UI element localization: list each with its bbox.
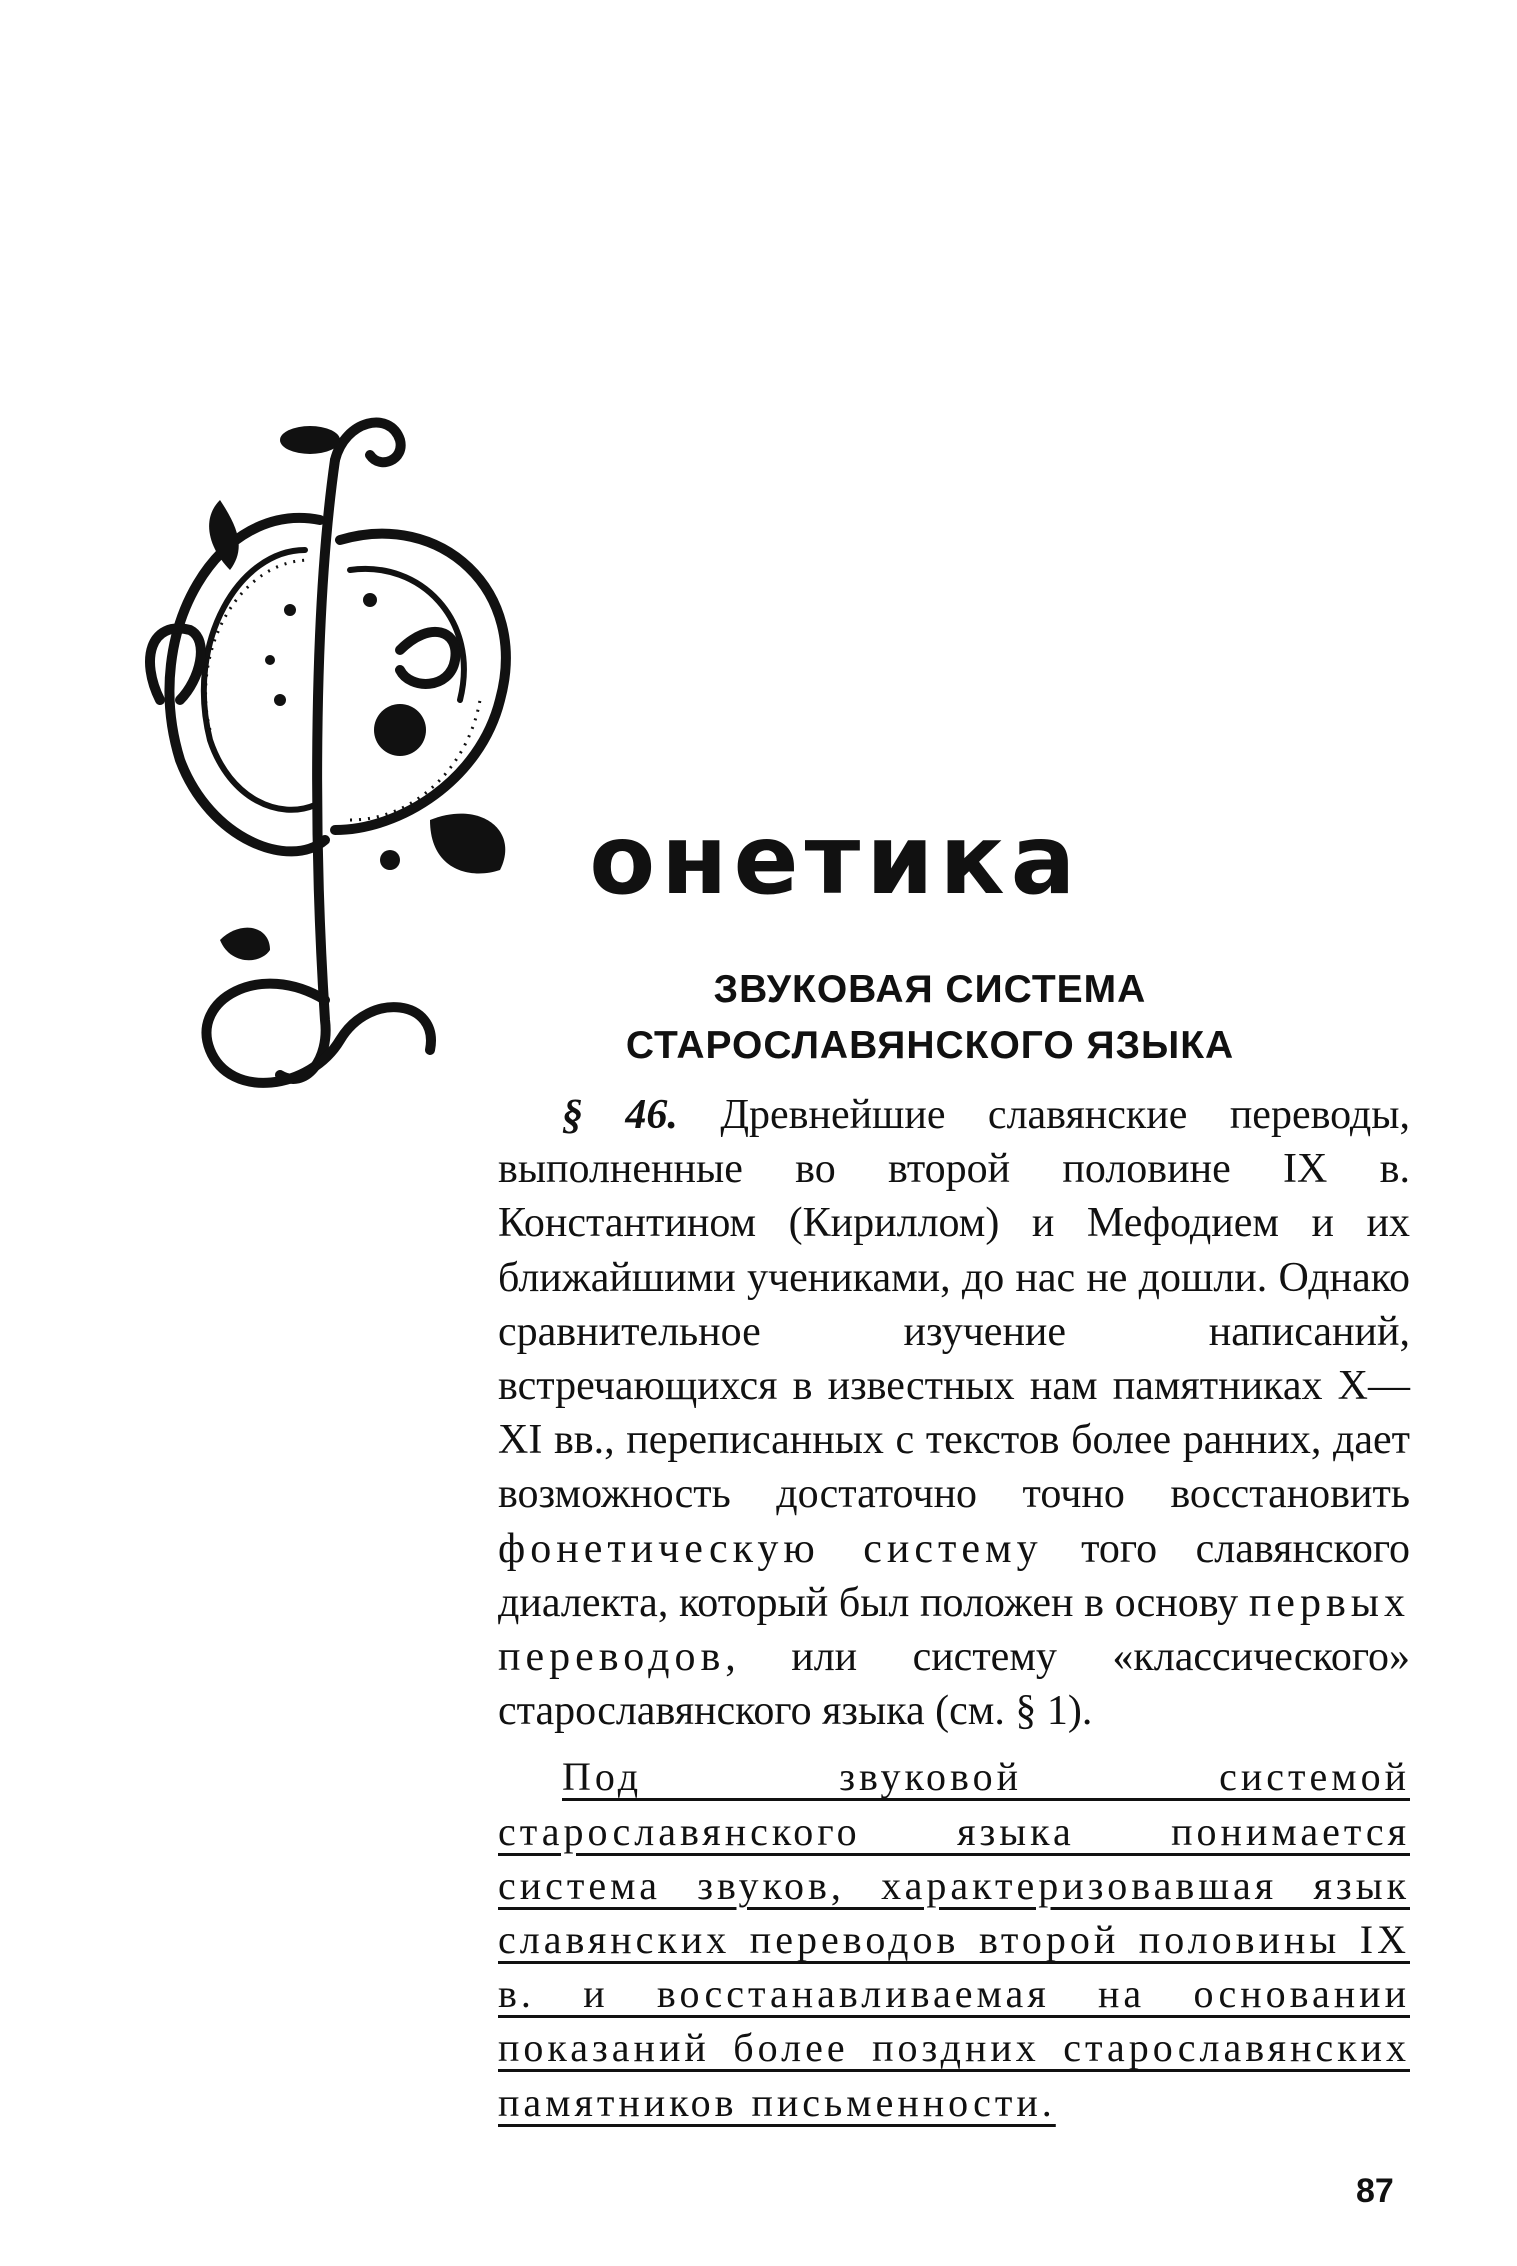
- underlined-definition: Под звуковой системой старославянского языка понимается система звуков, характеризовавшая язык славянских переводов второй половины IX в. и восстанавливаемая на основании показаний более поздних старославянских памятников письменности.: [498, 1754, 1410, 2125]
- paragraph-1-part-b: того славянского диалекта, который был положен в основу: [498, 1525, 1411, 1626]
- paragraph-1-part-c: , или систему «классического» старославянского языка (см. § 1).: [498, 1634, 1410, 1735]
- paragraph-1-part-a: Древнейшие славянские переводы, выполненные во второй половине IX в. Константином (Кириллом) и Мефодием и их ближайшими учениками, до нас не дошли. Однако сравнительное изучение написаний, встречающихся в известных нам памятниках X—XI вв., переписанных с текстов более ранних, дает возможность достаточно точно восстановить: [498, 1092, 1411, 1518]
- spaced-term-first-translations: первых переводов: [498, 1579, 1410, 1681]
- chapter-initial-letter: [488, 804, 589, 916]
- section-heading-line2: СТАРОСЛАВЯНСКОГО ЯЗЫКА: [625, 1024, 1235, 1067]
- chapter-title: [488, 804, 1082, 916]
- chapter-title-rest: онетика: [589, 804, 1082, 916]
- main-text: [498, 1088, 1410, 2130]
- section-number: § 46.: [562, 1092, 678, 1138]
- page-number: 87: [1356, 2172, 1394, 2210]
- section-heading: [560, 962, 1300, 1074]
- spaced-term-phonetic-system: фонетическую систему: [498, 1525, 1043, 1572]
- decorative-initial-letter: [100, 400, 540, 1120]
- paragraph-2-definition: [498, 1750, 1410, 2129]
- section-heading-line1: ЗВУКОВАЯ СИСТЕМА: [713, 968, 1147, 1011]
- paragraph-1: [498, 1088, 1410, 1738]
